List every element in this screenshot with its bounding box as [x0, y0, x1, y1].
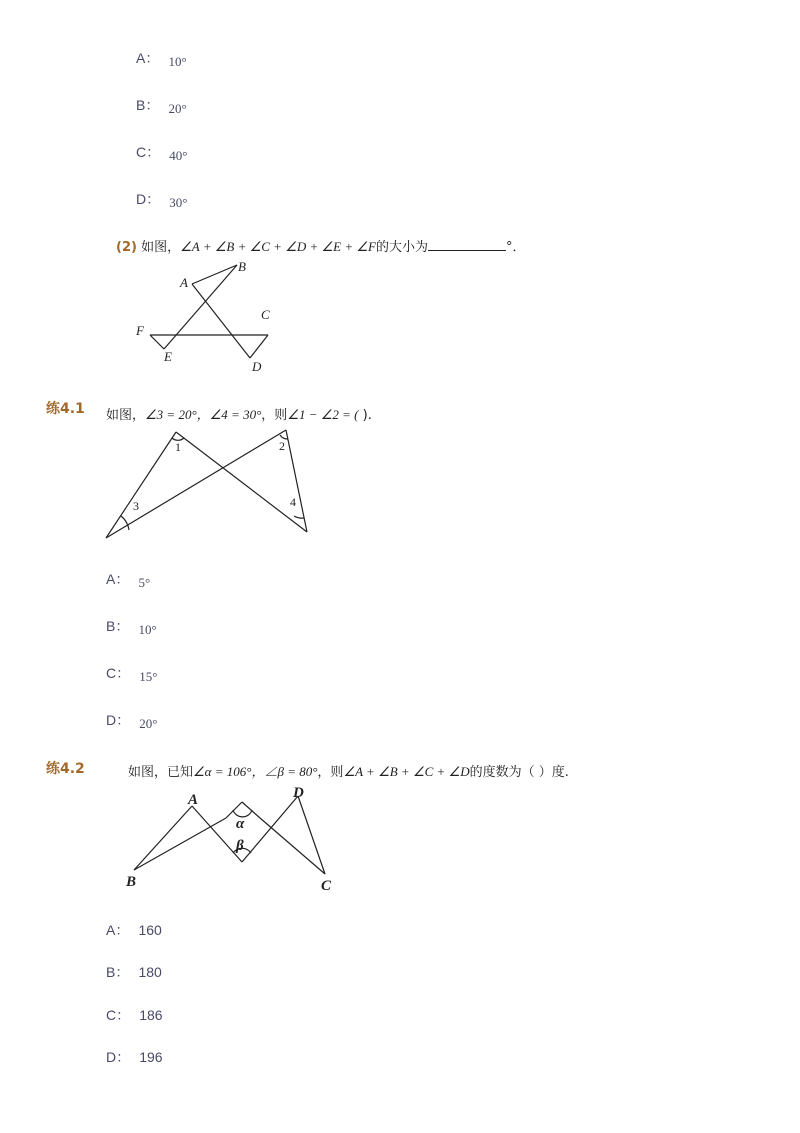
stem-suffix: ).: [358, 408, 372, 423]
stem-prefix: 如图，: [141, 240, 181, 255]
option-letter: B：: [136, 97, 160, 113]
option-letter: A：: [106, 922, 130, 938]
option-value: 5°: [138, 575, 151, 590]
vertex-b: B: [126, 874, 137, 890]
q1-option-a[interactable]: [136, 48, 187, 68]
angle-expression: ∠A + ∠B + ∠C + ∠D: [343, 764, 470, 779]
ex41-option-d[interactable]: [106, 710, 157, 730]
option-letter: A：: [136, 50, 160, 66]
label-c: C: [261, 307, 270, 322]
option-letter: D：: [106, 1049, 131, 1065]
exercise-4-1-stem: [106, 404, 372, 423]
angle-alpha: α: [236, 816, 245, 832]
exercise-4-2-label: 练4.2: [46, 761, 85, 777]
option-letter: B：: [106, 618, 130, 634]
option-letter: C：: [106, 665, 131, 681]
angle-label-3: 3: [133, 499, 139, 513]
option-value: 30°: [169, 195, 188, 210]
ex41-option-b[interactable]: [106, 616, 157, 636]
stem-prefix: 如图，: [106, 408, 146, 423]
option-value: 20°: [139, 716, 158, 731]
option-letter: D：: [106, 712, 131, 728]
option-value: 10°: [168, 54, 187, 69]
stem-then: ，则: [261, 408, 288, 423]
exercise-4-2-figure: [120, 782, 345, 897]
q1-option-c[interactable]: [136, 142, 187, 162]
option-value: 160: [138, 922, 162, 938]
option-value: 186: [139, 1007, 163, 1023]
option-value: 20°: [168, 101, 187, 116]
angle-label-2: 2: [279, 439, 285, 453]
stem-prefix: 如图，已知: [128, 765, 194, 780]
option-value: 10°: [138, 622, 157, 637]
label-f: F: [136, 323, 144, 338]
ex41-option-a[interactable]: [106, 569, 150, 589]
option-letter: A：: [106, 571, 130, 587]
angle-beta: β: [236, 838, 244, 854]
stem-then: ，则: [317, 765, 344, 780]
label-b: B: [238, 259, 246, 274]
exercise-4-1-label: 练4.1: [46, 401, 85, 417]
stem-mid: 的大小为: [375, 240, 428, 255]
angle-label-4: 4: [290, 495, 296, 509]
given-angles: ∠3 = 20°，∠4 = 30°: [145, 407, 262, 422]
stem-suffix: 的度数为（ ）度.: [469, 765, 569, 780]
label-d: D: [252, 359, 262, 374]
ex42-option-d[interactable]: [106, 1047, 163, 1067]
option-letter: C：: [136, 144, 161, 160]
vertex-c: C: [321, 878, 332, 894]
vertex-a: A: [188, 792, 199, 808]
ex41-option-c[interactable]: [106, 663, 157, 683]
label-e: E: [164, 349, 172, 364]
ex42-option-b[interactable]: [106, 962, 162, 982]
question-number: (2): [116, 240, 137, 255]
option-value: 180: [138, 964, 162, 980]
q2-stem: [116, 236, 526, 255]
angle-expression: ∠A + ∠B + ∠C + ∠D + ∠E + ∠F: [180, 239, 376, 254]
q1-option-b[interactable]: [136, 95, 187, 115]
q2-figure: [130, 258, 290, 378]
q1-option-d[interactable]: [136, 189, 187, 209]
vertex-d: D: [293, 785, 304, 801]
ex42-option-c[interactable]: [106, 1005, 163, 1025]
angle-expression: ∠1 − ∠2 = (: [287, 407, 359, 422]
option-value: 196: [139, 1049, 163, 1065]
option-letter: C：: [106, 1007, 131, 1023]
ex42-option-a[interactable]: [106, 920, 162, 940]
given-angles: ∠α = 106°，∠β = 80°: [193, 764, 318, 779]
exercise-4-1-figure: [100, 426, 315, 546]
option-value: 15°: [139, 669, 158, 684]
label-a: A: [180, 275, 188, 290]
option-letter: D：: [136, 191, 161, 207]
option-letter: B：: [106, 964, 130, 980]
option-value: 40°: [169, 148, 188, 163]
angle-label-1: 1: [175, 440, 181, 454]
stem-suffix: °．: [506, 240, 526, 255]
answer-blank[interactable]: [428, 238, 506, 251]
exercise-4-2-stem: [128, 761, 569, 780]
